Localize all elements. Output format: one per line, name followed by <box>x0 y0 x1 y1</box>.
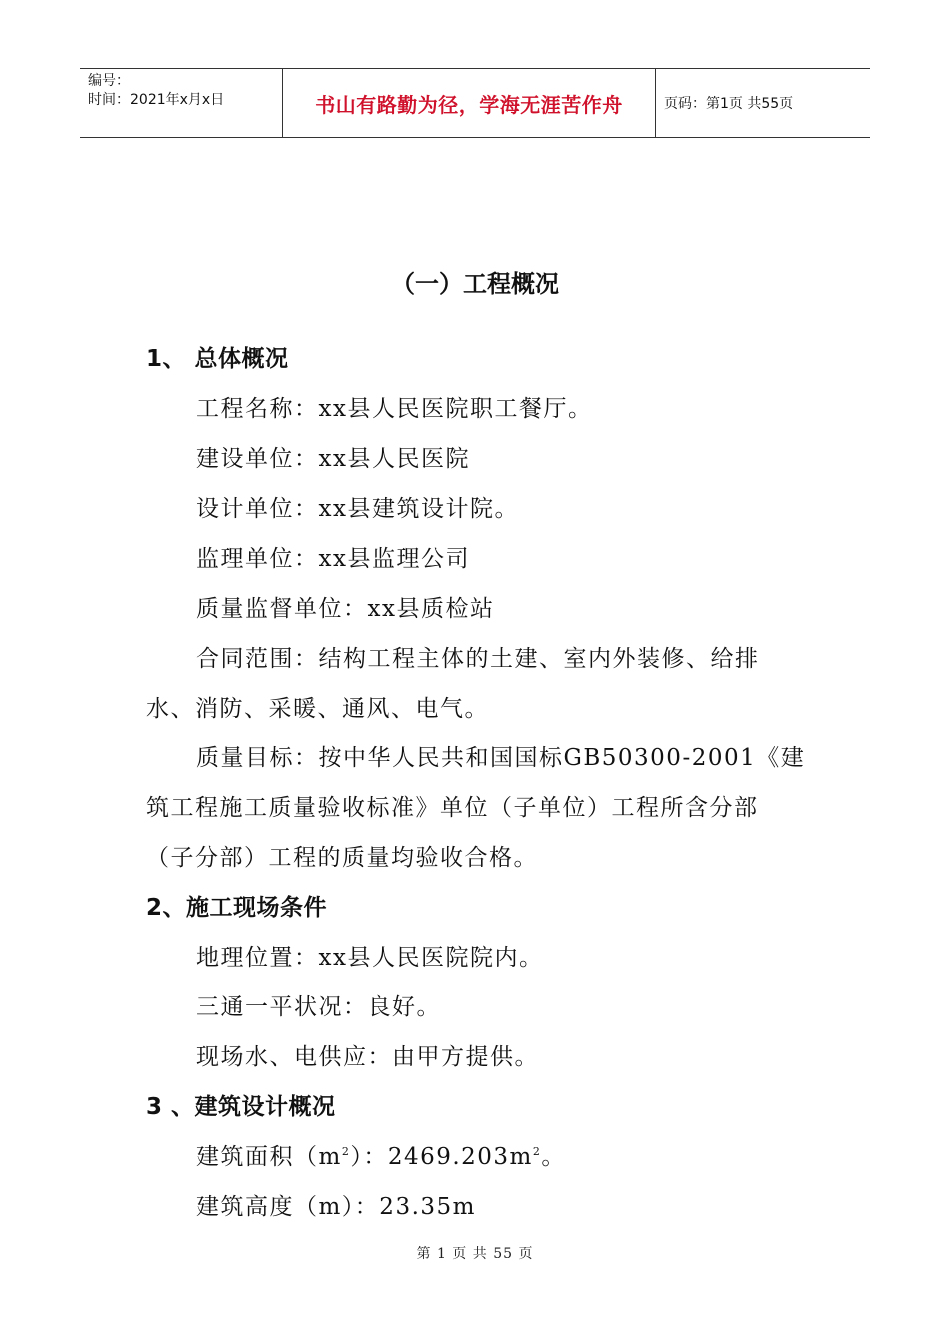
supervisor: 监理单位：xx县监理公司 <box>196 546 470 572</box>
area-value-sup: 2 <box>532 1145 542 1158</box>
header-table <box>80 68 870 138</box>
document-title: （一）工程概况 <box>391 270 559 298</box>
page-footer: 第 1 页 共 55 页 <box>416 1246 534 1262</box>
designer: 设计单位：xx县建筑设计院。 <box>196 496 519 522</box>
area-label: 建筑面积（m <box>196 1144 342 1170</box>
header-motto: 书山有路勤为径，学海无涯苦作舟 <box>282 69 656 137</box>
builder: 建设单位：xx县人民医院 <box>196 446 470 472</box>
quality-goal-line1: 质量目标：按中华人民共和国国标GB50300-2001《建 <box>196 745 806 771</box>
quality-goal-line2: 筑工程施工质量验收标准》单位（子单位）工程所含分部 <box>146 795 759 821</box>
contract-scope-line2: 水、消防、采暖、通风、电气。 <box>146 696 489 722</box>
utilities: 三通一平状况：良好。 <box>196 994 441 1020</box>
power-water: 现场水、电供应：由甲方提供。 <box>196 1044 539 1070</box>
area-end: 。 <box>541 1144 566 1170</box>
area-value: ）：2469.203m <box>350 1144 533 1170</box>
location: 地理位置：xx县人民医院院内。 <box>196 945 544 971</box>
area-unit-sup: 2 <box>341 1145 351 1158</box>
date-line: 时间：2021年x月x日 <box>88 92 225 108</box>
section3-heading: 3 、建筑设计概况 <box>146 1094 336 1120</box>
header-page-info: 页码：第1页 共55页 <box>664 96 794 112</box>
header-left-cell <box>80 69 282 137</box>
quality-supervisor: 质量监督单位：xx县质检站 <box>196 596 495 622</box>
serial-label: 编号： <box>88 73 130 89</box>
building-area <box>196 1139 876 1175</box>
section1-heading: 1、 总体概况 <box>146 346 289 372</box>
section2-heading: 2、施工现场条件 <box>146 895 328 921</box>
building-height: 建筑高度（m）：23.35m <box>196 1194 476 1220</box>
quality-goal-line3: （子分部）工程的质量均验收合格。 <box>146 845 538 871</box>
project-name: 工程名称：xx县人民医院职工餐厅。 <box>196 396 593 422</box>
contract-scope-line1: 合同范围：结构工程主体的土建、室内外装修、给排 <box>196 646 760 672</box>
